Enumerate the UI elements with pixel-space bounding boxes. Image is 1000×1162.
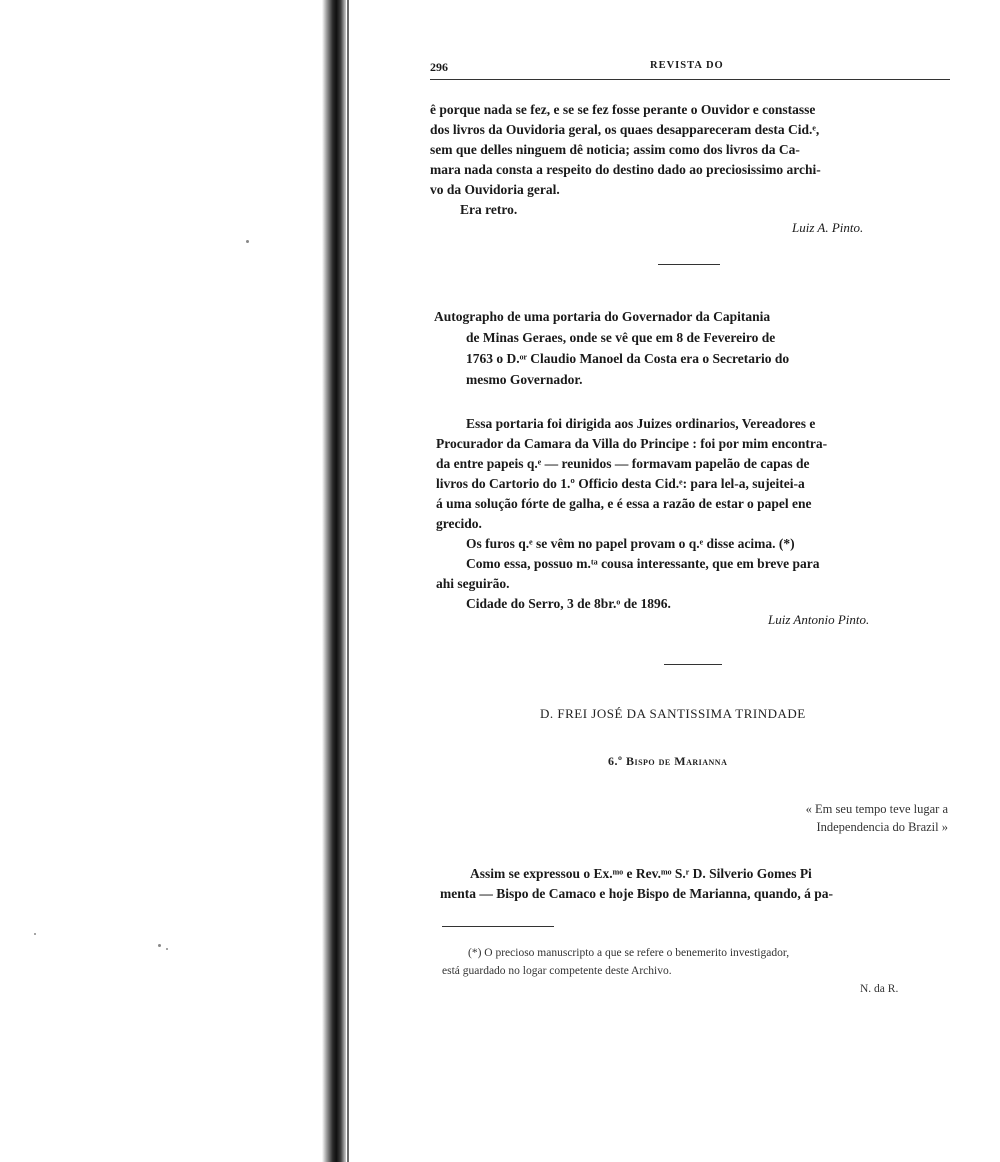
text-line: ê porque nada se fez, e se se fez fosse perante o Ouvidor e constasse xyxy=(430,102,816,117)
epigraph xyxy=(680,800,948,836)
body-signature: Luiz Antonio Pinto. xyxy=(768,612,870,627)
intro-paragraph xyxy=(430,100,942,220)
title-line: mesmo Governador. xyxy=(466,372,583,387)
text-line: ahi seguirão. xyxy=(436,576,510,591)
text-line: Os furos q.ᵉ se vêm no papel provam o q.ᵉ disse acima. (*) xyxy=(466,536,795,551)
text-line: Essa portaria foi dirigida aos Juizes ordinarios, Vereadores e xyxy=(466,416,816,431)
book-gutter-edge xyxy=(347,0,349,1162)
book-gutter-shadow xyxy=(322,0,346,1162)
epigraph-line: Independencia do Brazil » xyxy=(816,820,948,834)
footnote-line: está guardado no logar competente deste Archivo. xyxy=(442,965,672,977)
footnote xyxy=(442,944,950,980)
text-line: sem que delles ninguem dê noticia; assim como dos livros da Ca- xyxy=(430,142,800,157)
text-line: mara nada consta a respeito do destino dado ao preciosissimo archi- xyxy=(430,162,821,177)
section-heading: D. FREI JOSÉ DA SANTISSIMA TRINDADE xyxy=(540,706,806,721)
page-header xyxy=(430,60,950,80)
body-paragraph xyxy=(436,414,948,614)
text-line: Era retro. xyxy=(460,202,518,217)
title-line: 1763 o D.ᵒʳ Claudio Manoel da Costa era o Secretario do xyxy=(466,351,790,366)
text-line: da entre papeis q.ᵉ — reunidos — formavam papelão de capas de xyxy=(436,456,810,471)
title-line: de Minas Geraes, onde se vê que em 8 de Fevereiro de xyxy=(466,330,776,345)
text-line: Cidade do Serro, 3 de 8br.ᵒ de 1896. xyxy=(466,596,671,611)
running-head: REVISTA DO xyxy=(650,60,724,71)
footnote-rule xyxy=(442,926,554,927)
article-title xyxy=(434,306,944,390)
text-line: vo da Ouvidoria geral. xyxy=(430,182,560,197)
title-line: Autographo de uma portaria do Governador da Capitania xyxy=(434,309,771,324)
section-divider xyxy=(664,664,722,665)
section-paragraph xyxy=(440,864,944,904)
text-line: Assim se expressou o Ex.ᵐᵒ e Rev.ᵐᵒ S.ʳ D. Silverio Gomes Pi xyxy=(470,866,812,881)
paper-speck xyxy=(34,933,36,935)
epigraph-line: « Em seu tempo teve lugar a xyxy=(805,802,948,816)
section-divider xyxy=(658,264,720,265)
text-line: menta — Bispo de Camaco e hoje Bispo de Marianna, quando, á pa- xyxy=(440,886,834,901)
text-line: Como essa, possuo m.ᵗᵃ cousa interessante, que em breve para xyxy=(466,556,820,571)
text-line: Procurador da Camara da Villa do Principe : foi por mim encontra- xyxy=(436,436,828,451)
paper-speck xyxy=(158,944,161,947)
text-line: á uma solução fórte de galha, e é essa a razão de estar o papel ene xyxy=(436,496,812,511)
text-line: livros do Cartorio do 1.º Officio desta Cid.ᵉ: para lel-a, sujeitei-a xyxy=(436,476,805,491)
section-subheading: 6.º Bispo de Marianna xyxy=(608,754,728,768)
text-line: dos livros da Ouvidoria geral, os quaes desappareceram desta Cid.ᵉ, xyxy=(430,122,820,137)
text-line: grecido. xyxy=(436,516,482,531)
footnote-line: (*) O precioso manuscripto a que se refere o benemerito investigador, xyxy=(468,947,790,959)
footnote-signature: N. da R. xyxy=(860,983,899,995)
header-rule xyxy=(430,79,950,80)
paper-speck xyxy=(246,240,249,243)
paper-speck xyxy=(166,948,168,950)
intro-signature: Luiz A. Pinto. xyxy=(792,220,864,235)
page-number: 296 xyxy=(430,60,448,74)
